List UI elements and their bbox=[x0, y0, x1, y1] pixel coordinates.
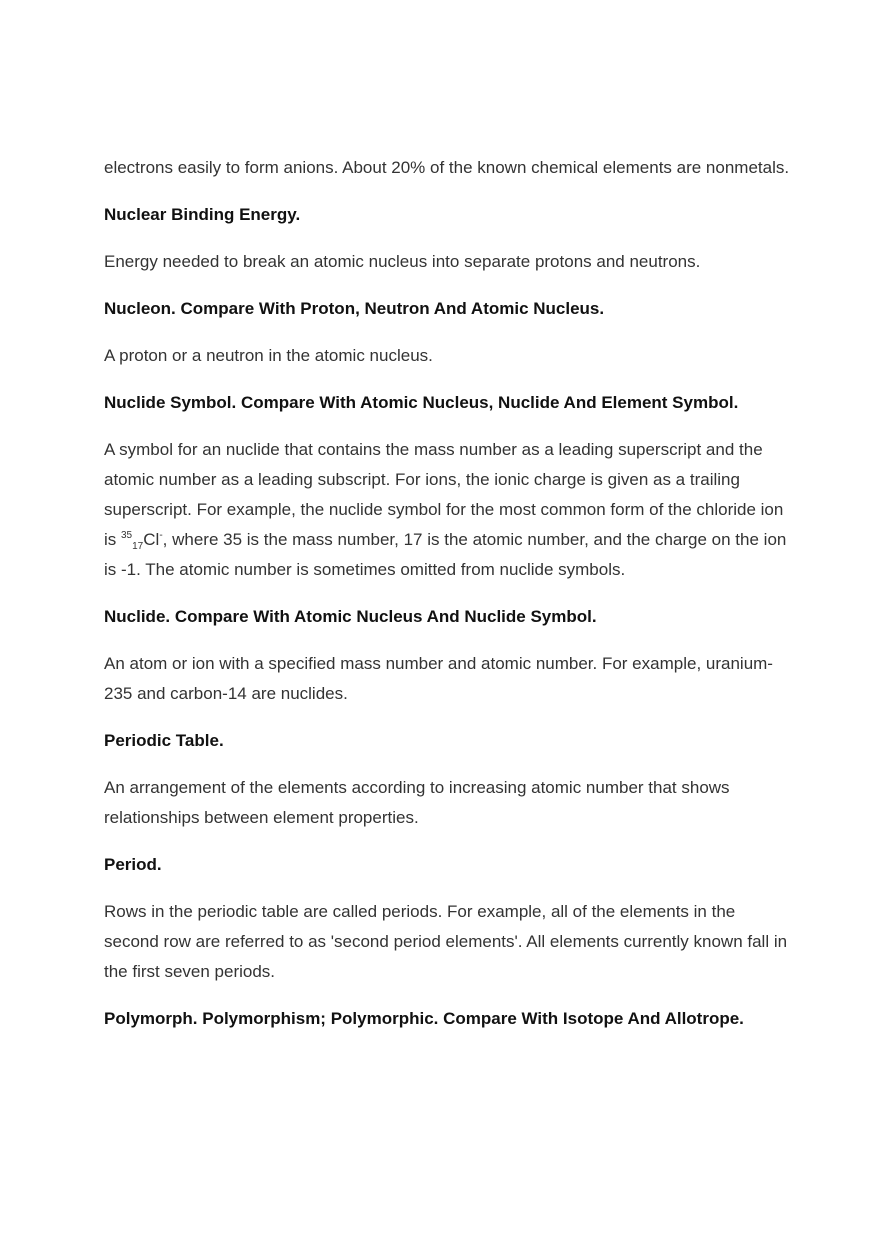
definition-periodic-table: An arrangement of the elements according to increasing atomic number that shows relationships between element properties. bbox=[104, 778, 730, 827]
term-nuclide-symbol: Nuclide Symbol. Compare With Atomic Nucleus, Nuclide And Element Symbol. bbox=[104, 393, 739, 412]
term-polymorph: Polymorph. Polymorphism; Polymorphic. Compare With Isotope And Allotrope. bbox=[104, 1009, 744, 1028]
element-symbol: Cl bbox=[143, 530, 160, 549]
atomic-number-subscript: 17 bbox=[132, 541, 144, 552]
definition-nucleon: A proton or a neutron in the atomic nucleus. bbox=[104, 346, 433, 365]
definition-period: Rows in the periodic table are called periods. For example, all of the elements in the second row are referred to as 'second period elements'. All elements currently known fall in the first seven periods. bbox=[104, 902, 788, 981]
charge-superscript: - bbox=[159, 530, 163, 541]
term-nuclear-binding-energy: Nuclear Binding Energy. bbox=[104, 205, 301, 224]
term-periodic-table: Periodic Table. bbox=[104, 731, 224, 750]
mass-number-superscript: 35 bbox=[121, 530, 133, 541]
nuclide-symbol-text-before: A symbol for an nuclide that contains the mass number as a leading superscript and the atomic number as a leading subscript. For ions, the ionic charge is given as a trailing superscript. For example, the nuclide symbol for the most common form of the chloride ion is bbox=[104, 440, 784, 549]
definition-nuclide-symbol bbox=[104, 435, 794, 585]
document-page bbox=[104, 153, 794, 1051]
nuclide-symbol-text-after: , where 35 is the mass number, 17 is the atomic number, and the charge on the ion is -1. The atomic number is sometimes omitted from nuclide symbols. bbox=[104, 530, 787, 579]
definition-nuclide: An atom or ion with a specified mass number and atomic number. For example, uranium-235 and carbon-14 are nuclides. bbox=[104, 654, 773, 703]
paragraph-nonmetals: electrons easily to form anions. About 20% of the known chemical elements are nonmetals. bbox=[104, 158, 790, 177]
term-nucleon: Nucleon. Compare With Proton, Neutron And Atomic Nucleus. bbox=[104, 299, 605, 318]
term-period: Period. bbox=[104, 855, 162, 874]
definition-nuclear-binding-energy: Energy needed to break an atomic nucleus into separate protons and neutrons. bbox=[104, 252, 701, 271]
term-nuclide: Nuclide. Compare With Atomic Nucleus And Nuclide Symbol. bbox=[104, 607, 597, 626]
